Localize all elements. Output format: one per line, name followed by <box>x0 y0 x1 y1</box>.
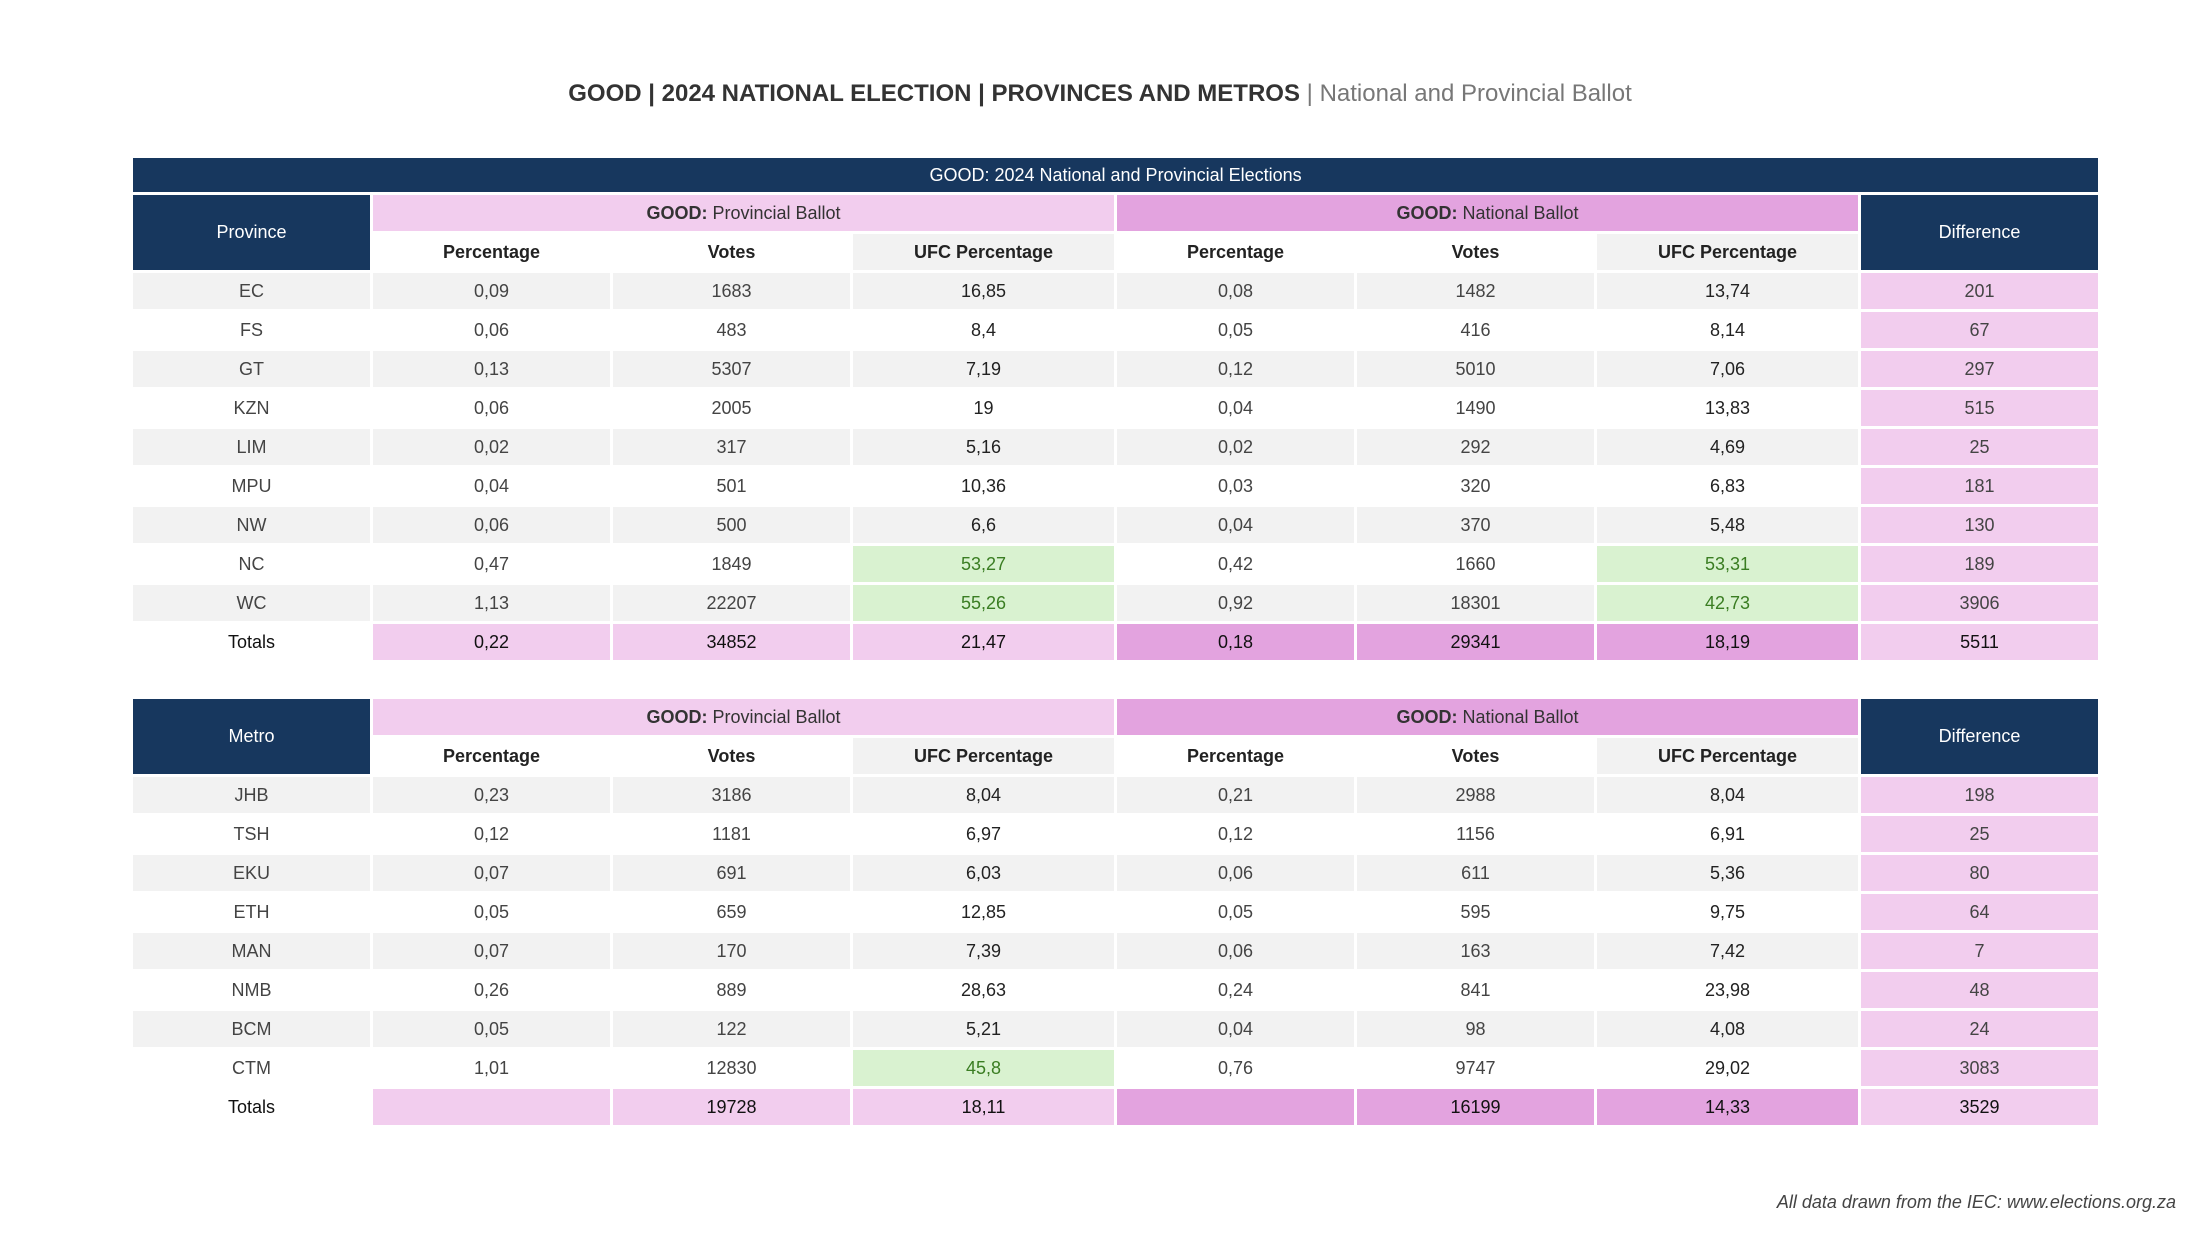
provinces-table-body <box>133 273 2098 621</box>
prov-percentage: 1,13 <box>373 585 610 621</box>
province-column-header: Province <box>133 195 370 270</box>
nat-ufc-percentage: 5,36 <box>1597 855 1858 891</box>
table-row <box>133 894 2098 930</box>
metros-group-header-row <box>133 699 2098 735</box>
metros-totals-row <box>133 1089 2098 1125</box>
prov-votes: 889 <box>613 972 850 1008</box>
provincial-ballot-header <box>373 699 1114 735</box>
prov-votes: 691 <box>613 855 850 891</box>
prov-percentage: 0,05 <box>373 894 610 930</box>
prov-votes: 2005 <box>613 390 850 426</box>
column-header-ufc-percentage: UFC Percentage <box>853 738 1114 774</box>
metros-table-body <box>133 777 2098 1086</box>
prov-percentage: 0,06 <box>373 390 610 426</box>
prov-percentage: 0,26 <box>373 972 610 1008</box>
difference-column-header: Difference <box>1861 195 2098 270</box>
prov-votes: 1683 <box>613 273 850 309</box>
totals-label: Totals <box>133 1089 370 1125</box>
difference-value: 24 <box>1861 1011 2098 1047</box>
nat-percentage: 0,05 <box>1117 312 1354 348</box>
national-ballot-header <box>1117 699 1858 735</box>
difference-value: 67 <box>1861 312 2098 348</box>
prov-ufc-percentage: 6,97 <box>853 816 1114 852</box>
prov-votes: 5307 <box>613 351 850 387</box>
table-row <box>133 855 2098 891</box>
prov-percentage: 0,12 <box>373 816 610 852</box>
nat-votes: 292 <box>1357 429 1594 465</box>
nat-percentage: 0,42 <box>1117 546 1354 582</box>
provincial-ballot-header <box>373 195 1114 231</box>
nat-votes: 1490 <box>1357 390 1594 426</box>
totals-nat-ufc: 18,19 <box>1597 624 1858 660</box>
difference-value: 130 <box>1861 507 2098 543</box>
nat-percentage: 0,04 <box>1117 390 1354 426</box>
nat-percentage: 0,24 <box>1117 972 1354 1008</box>
nat-percentage: 0,04 <box>1117 1011 1354 1047</box>
nat-percentage: 0,06 <box>1117 855 1354 891</box>
provinces-group-header-row <box>133 195 2098 231</box>
nat-votes: 611 <box>1357 855 1594 891</box>
prov-ufc-percentage: 19 <box>853 390 1114 426</box>
nat-ufc-percentage: 29,02 <box>1597 1050 1858 1086</box>
nat-votes: 841 <box>1357 972 1594 1008</box>
table-row <box>133 1011 2098 1047</box>
totals-label: Totals <box>133 624 370 660</box>
nat-votes: 5010 <box>1357 351 1594 387</box>
totals-prov-ufc: 21,47 <box>853 624 1114 660</box>
row-label: EKU <box>133 855 370 891</box>
nat-votes: 1660 <box>1357 546 1594 582</box>
difference-value: 201 <box>1861 273 2098 309</box>
nat-ufc-percentage: 42,73 <box>1597 585 1858 621</box>
row-label: KZN <box>133 390 370 426</box>
nat-percentage: 0,04 <box>1117 507 1354 543</box>
row-label: NC <box>133 546 370 582</box>
national-ballot-party: GOOD: <box>1396 202 1458 223</box>
prov-ufc-percentage: 5,21 <box>853 1011 1114 1047</box>
nat-votes: 1156 <box>1357 816 1594 852</box>
prov-ufc-percentage: 55,26 <box>853 585 1114 621</box>
table-row <box>133 312 2098 348</box>
prov-votes: 3186 <box>613 777 850 813</box>
prov-percentage: 0,06 <box>373 507 610 543</box>
table-row <box>133 777 2098 813</box>
provinces-banner: GOOD: 2024 National and Provincial Elections <box>133 158 2098 192</box>
prov-votes: 122 <box>613 1011 850 1047</box>
column-header-votes: Votes <box>613 738 850 774</box>
prov-percentage: 0,04 <box>373 468 610 504</box>
nat-votes: 18301 <box>1357 585 1594 621</box>
metros-table <box>130 696 2101 1128</box>
difference-value: 181 <box>1861 468 2098 504</box>
difference-column-header: Difference <box>1861 699 2098 774</box>
totals-prov-votes: 34852 <box>613 624 850 660</box>
provincial-ballot-party: GOOD: <box>646 706 708 727</box>
prov-ufc-percentage: 10,36 <box>853 468 1114 504</box>
row-label: CTM <box>133 1050 370 1086</box>
prov-ufc-percentage: 7,39 <box>853 933 1114 969</box>
row-label: NW <box>133 507 370 543</box>
nat-percentage: 0,76 <box>1117 1050 1354 1086</box>
table-row <box>133 468 2098 504</box>
provinces-subheader-row <box>133 234 2098 270</box>
prov-votes: 1849 <box>613 546 850 582</box>
prov-votes: 317 <box>613 429 850 465</box>
totals-nat-ufc: 14,33 <box>1597 1089 1858 1125</box>
difference-value: 80 <box>1861 855 2098 891</box>
difference-value: 64 <box>1861 894 2098 930</box>
metro-column-header: Metro <box>133 699 370 774</box>
nat-votes: 163 <box>1357 933 1594 969</box>
nat-ufc-percentage: 8,04 <box>1597 777 1858 813</box>
nat-votes: 320 <box>1357 468 1594 504</box>
difference-value: 48 <box>1861 972 2098 1008</box>
table-row <box>133 507 2098 543</box>
national-ballot-label: National Ballot <box>1457 706 1579 727</box>
nat-ufc-percentage: 5,48 <box>1597 507 1858 543</box>
prov-percentage: 0,06 <box>373 312 610 348</box>
nat-ufc-percentage: 6,91 <box>1597 816 1858 852</box>
difference-value: 25 <box>1861 429 2098 465</box>
difference-value: 297 <box>1861 351 2098 387</box>
nat-percentage: 0,05 <box>1117 894 1354 930</box>
prov-votes: 483 <box>613 312 850 348</box>
totals-prov-percentage: 0,22 <box>373 624 610 660</box>
prov-votes: 501 <box>613 468 850 504</box>
provincial-ballot-party: GOOD: <box>646 202 708 223</box>
prov-percentage: 0,47 <box>373 546 610 582</box>
prov-ufc-percentage: 28,63 <box>853 972 1114 1008</box>
provinces-table <box>130 155 2101 663</box>
column-header-ufc-percentage: UFC Percentage <box>1597 234 1858 270</box>
page-title <box>0 76 2200 112</box>
row-label: EC <box>133 273 370 309</box>
nat-votes: 98 <box>1357 1011 1594 1047</box>
nat-percentage: 0,12 <box>1117 816 1354 852</box>
provinces-banner-row <box>133 158 2098 192</box>
table-row <box>133 816 2098 852</box>
totals-prov-ufc: 18,11 <box>853 1089 1114 1125</box>
nat-votes: 416 <box>1357 312 1594 348</box>
totals-nat-percentage <box>1117 1089 1354 1125</box>
prov-ufc-percentage: 8,4 <box>853 312 1114 348</box>
table-row <box>133 972 2098 1008</box>
column-header-percentage: Percentage <box>373 738 610 774</box>
national-ballot-label: National Ballot <box>1457 202 1579 223</box>
nat-ufc-percentage: 4,69 <box>1597 429 1858 465</box>
national-ballot-party: GOOD: <box>1396 706 1458 727</box>
prov-ufc-percentage: 5,16 <box>853 429 1114 465</box>
table-row <box>133 273 2098 309</box>
nat-percentage: 0,03 <box>1117 468 1354 504</box>
national-ballot-header <box>1117 195 1858 231</box>
prov-percentage: 0,07 <box>373 933 610 969</box>
column-header-votes: Votes <box>1357 738 1594 774</box>
page-title-separator: | <box>1299 80 1320 107</box>
table-row <box>133 546 2098 582</box>
nat-ufc-percentage: 53,31 <box>1597 546 1858 582</box>
nat-votes: 370 <box>1357 507 1594 543</box>
prov-ufc-percentage: 16,85 <box>853 273 1114 309</box>
nat-percentage: 0,92 <box>1117 585 1354 621</box>
totals-difference: 5511 <box>1861 624 2098 660</box>
difference-value: 189 <box>1861 546 2098 582</box>
metros-subheader-row <box>133 738 2098 774</box>
row-label: WC <box>133 585 370 621</box>
prov-ufc-percentage: 12,85 <box>853 894 1114 930</box>
prov-percentage: 1,01 <box>373 1050 610 1086</box>
table-row <box>133 933 2098 969</box>
nat-ufc-percentage: 7,42 <box>1597 933 1858 969</box>
row-label: LIM <box>133 429 370 465</box>
provinces-totals-row <box>133 624 2098 660</box>
nat-percentage: 0,08 <box>1117 273 1354 309</box>
totals-nat-votes: 29341 <box>1357 624 1594 660</box>
nat-ufc-percentage: 23,98 <box>1597 972 1858 1008</box>
row-label: JHB <box>133 777 370 813</box>
column-header-ufc-percentage: UFC Percentage <box>853 234 1114 270</box>
nat-votes: 2988 <box>1357 777 1594 813</box>
table-row <box>133 429 2098 465</box>
nat-votes: 1482 <box>1357 273 1594 309</box>
prov-votes: 22207 <box>613 585 850 621</box>
nat-ufc-percentage: 6,83 <box>1597 468 1858 504</box>
column-header-votes: Votes <box>1357 234 1594 270</box>
table-row <box>133 585 2098 621</box>
row-label: MAN <box>133 933 370 969</box>
nat-ufc-percentage: 13,74 <box>1597 273 1858 309</box>
nat-votes: 595 <box>1357 894 1594 930</box>
prov-votes: 1181 <box>613 816 850 852</box>
nat-percentage: 0,21 <box>1117 777 1354 813</box>
nat-percentage: 0,12 <box>1117 351 1354 387</box>
difference-value: 3083 <box>1861 1050 2098 1086</box>
table-row <box>133 1050 2098 1086</box>
prov-ufc-percentage: 7,19 <box>853 351 1114 387</box>
row-label: FS <box>133 312 370 348</box>
column-header-ufc-percentage: UFC Percentage <box>1597 738 1858 774</box>
row-label: GT <box>133 351 370 387</box>
totals-nat-votes: 16199 <box>1357 1089 1594 1125</box>
table-row <box>133 390 2098 426</box>
difference-value: 3906 <box>1861 585 2098 621</box>
prov-votes: 170 <box>613 933 850 969</box>
column-header-percentage: Percentage <box>1117 234 1354 270</box>
nat-percentage: 0,02 <box>1117 429 1354 465</box>
difference-value: 7 <box>1861 933 2098 969</box>
nat-votes: 9747 <box>1357 1050 1594 1086</box>
difference-value: 25 <box>1861 816 2098 852</box>
provincial-ballot-label: Provincial Ballot <box>707 202 841 223</box>
prov-percentage: 0,09 <box>373 273 610 309</box>
prov-votes: 500 <box>613 507 850 543</box>
nat-percentage: 0,06 <box>1117 933 1354 969</box>
prov-percentage: 0,07 <box>373 855 610 891</box>
difference-value: 515 <box>1861 390 2098 426</box>
totals-difference: 3529 <box>1861 1089 2098 1125</box>
nat-ufc-percentage: 9,75 <box>1597 894 1858 930</box>
column-header-percentage: Percentage <box>373 234 610 270</box>
page-title-main: GOOD | 2024 NATIONAL ELECTION | PROVINCES AND METROS <box>568 80 1300 107</box>
column-header-votes: Votes <box>613 234 850 270</box>
column-header-percentage: Percentage <box>1117 738 1354 774</box>
nat-ufc-percentage: 13,83 <box>1597 390 1858 426</box>
prov-percentage: 0,23 <box>373 777 610 813</box>
totals-prov-votes: 19728 <box>613 1089 850 1125</box>
row-label: NMB <box>133 972 370 1008</box>
prov-percentage: 0,13 <box>373 351 610 387</box>
difference-value: 198 <box>1861 777 2098 813</box>
totals-prov-percentage <box>373 1089 610 1125</box>
prov-votes: 12830 <box>613 1050 850 1086</box>
provincial-ballot-label: Provincial Ballot <box>707 706 841 727</box>
nat-ufc-percentage: 7,06 <box>1597 351 1858 387</box>
row-label: TSH <box>133 816 370 852</box>
row-label: BCM <box>133 1011 370 1047</box>
page-title-subtitle: National and Provincial Ballot <box>1319 80 1632 107</box>
nat-ufc-percentage: 4,08 <box>1597 1011 1858 1047</box>
prov-percentage: 0,02 <box>373 429 610 465</box>
prov-ufc-percentage: 6,6 <box>853 507 1114 543</box>
table-row <box>133 351 2098 387</box>
prov-ufc-percentage: 53,27 <box>853 546 1114 582</box>
prov-ufc-percentage: 45,8 <box>853 1050 1114 1086</box>
row-label: MPU <box>133 468 370 504</box>
source-footnote: All data drawn from the IEC: www.elections.org.za <box>1776 1192 2176 1212</box>
totals-nat-percentage: 0,18 <box>1117 624 1354 660</box>
prov-ufc-percentage: 8,04 <box>853 777 1114 813</box>
nat-ufc-percentage: 8,14 <box>1597 312 1858 348</box>
prov-percentage: 0,05 <box>373 1011 610 1047</box>
row-label: ETH <box>133 894 370 930</box>
prov-votes: 659 <box>613 894 850 930</box>
prov-ufc-percentage: 6,03 <box>853 855 1114 891</box>
